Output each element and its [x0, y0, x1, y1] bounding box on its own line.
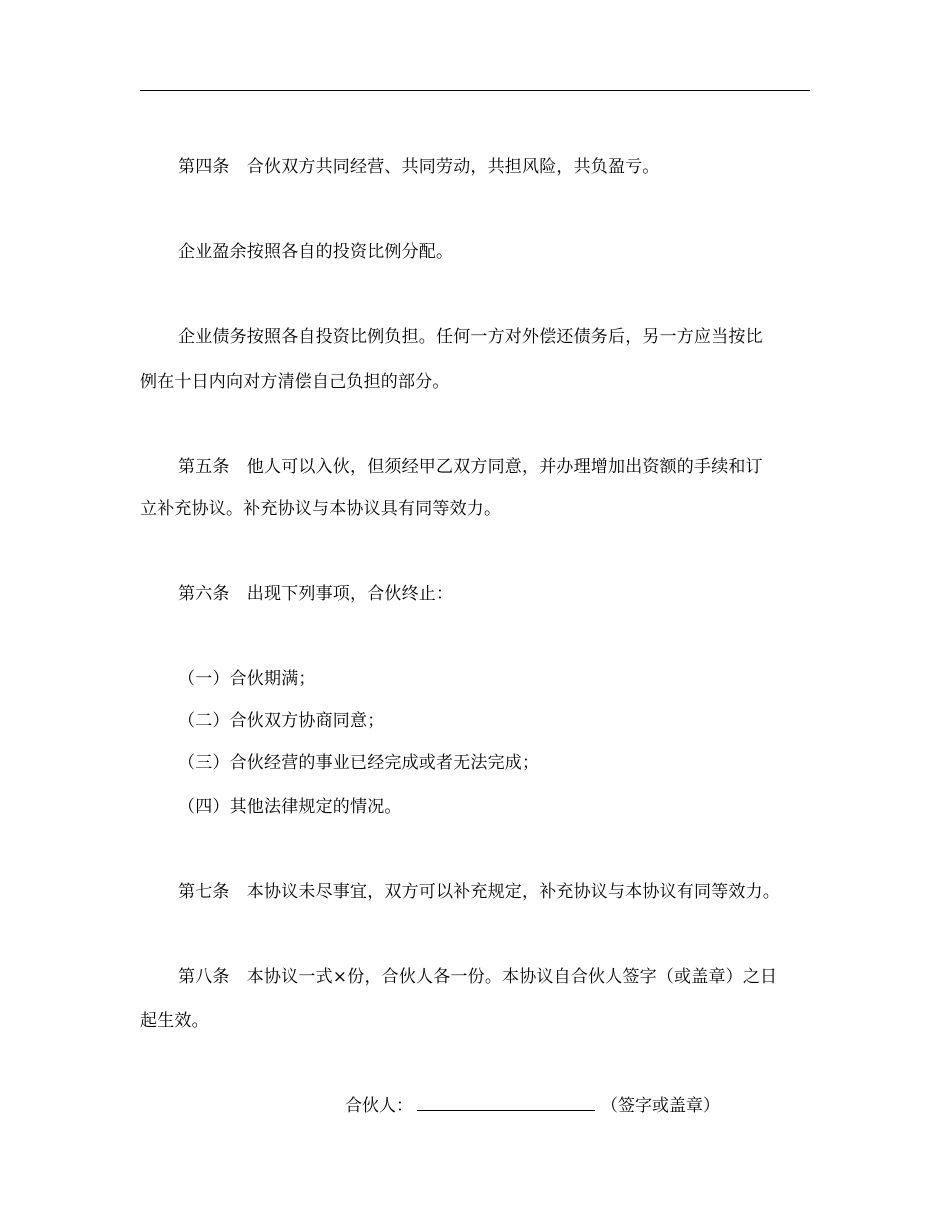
signature-label: 合伙人：	[345, 1096, 413, 1116]
signature-row	[345, 1092, 720, 1118]
termination-item: （三）合伙经营的事业已经完成或者无法完成；	[178, 753, 540, 773]
termination-item: （二）合伙双方协商同意；	[178, 711, 385, 731]
article-8-line-2: 起生效。	[140, 1011, 209, 1031]
article-4: 第四条 合伙双方共同经营、共同劳动，共担风险，共负盈亏。	[178, 157, 660, 177]
debt-clause-line-1: 企业债务按照各自投资比例负担。任何一方对外偿还债务后，另一方应当按比	[178, 327, 763, 347]
termination-item: （四）其他法律规定的情况。	[178, 797, 402, 817]
profit-clause: 企业盈余按照各自的投资比例分配。	[178, 242, 454, 262]
article-5-line-2: 立补充协议。补充协议与本协议具有同等效力。	[140, 499, 502, 519]
signature-blank	[417, 1092, 595, 1111]
signature-note: （签字或盖章）	[601, 1096, 720, 1116]
article-6: 第六条 出现下列事项，合伙终止：	[178, 584, 454, 604]
article-7: 第七条 本协议未尽事宜，双方可以补充规定，补充协议与本协议有同等效力。	[178, 882, 780, 902]
termination-item: （一）合伙期满；	[178, 669, 316, 689]
article-8-line-1: 第八条 本协议一式×份，合伙人各一份。本协议自合伙人签字（或盖章）之日	[178, 967, 778, 987]
header-rule	[140, 90, 810, 91]
debt-clause-line-2: 例在十日内向对方清偿自己负担的部分。	[140, 372, 450, 392]
article-5-line-1: 第五条 他人可以入伙，但须经甲乙双方同意，并办理增加出资额的手续和订	[178, 457, 763, 477]
